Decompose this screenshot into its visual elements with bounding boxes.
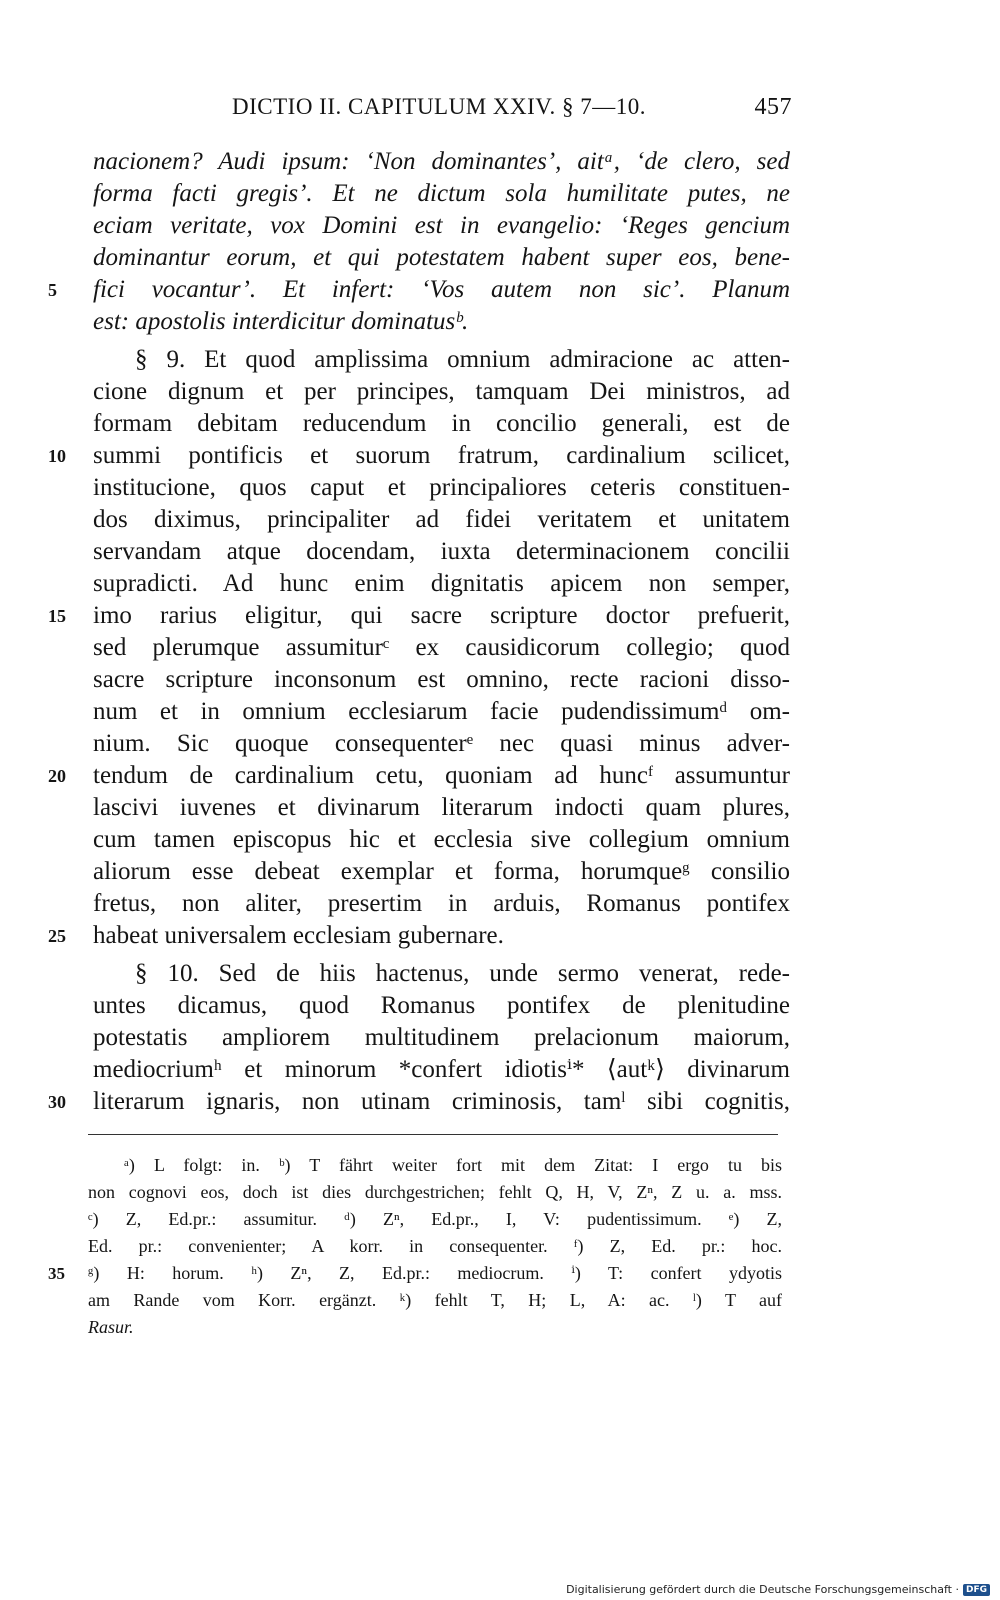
line-number: 10 bbox=[48, 446, 66, 466]
credit-text: Digitalisierung gefördert durch die Deutsche Forschungsgemeinschaft · bbox=[566, 1583, 959, 1596]
text-line: nacionem? Audi ipsum: ‘Non dominantes’, aitᵃ, ‘de clero, sed bbox=[93, 148, 790, 175]
digitization-credit bbox=[566, 1583, 990, 1596]
text-line: sed plerumque assumiturᶜ ex causidicorum collegio; quod bbox=[93, 634, 790, 661]
text-line: tendum de cardinalium cetu, quoniam ad huncᶠ assumuntur bbox=[93, 762, 790, 789]
line-number: 20 bbox=[48, 766, 66, 786]
dfg-logo: DFG bbox=[963, 1584, 990, 1596]
header-title: DICTIO II. CAPITULUM XXIV. § 7—10. bbox=[232, 94, 646, 119]
text-line: servandam atque docendam, iuxta determinacionem concilii bbox=[93, 538, 790, 565]
footnote-line: ᵃ) L folgt: in. ᵇ) T fährt weiter fort mit dem Zitat: I ergo tu bis bbox=[124, 1155, 782, 1175]
text-line: fici vocantur’. Et infert: ‘Vos autem non sic’. Planum bbox=[93, 276, 790, 303]
text-line: summi pontificis et suorum fratrum, cardinalium scilicet, bbox=[93, 442, 790, 469]
text-line: habeat universalem ecclesiam gubernare. bbox=[93, 922, 504, 949]
text-line: mediocriumʰ et minorum *confert idiotisⁱ* ⟨autᵏ⟩ divinarum bbox=[93, 1056, 790, 1083]
text-line: dos diximus, principaliter ad fidei veritatem et unitatem bbox=[93, 506, 790, 533]
footnote-line: ᶜ) Z, Ed.pr.: assumitur. ᵈ) Zⁿ, Ed.pr., I, V: pudentissimum. ᵉ) Z, bbox=[88, 1209, 782, 1229]
text-line: est: apostolis interdicitur dominatusᵇ. bbox=[93, 308, 469, 335]
text-line: aliorum esse debeat exemplar et forma, horumqueᵍ consilio bbox=[93, 858, 790, 885]
text-line: cione dignum et per principes, tamquam Dei ministros, ad bbox=[93, 378, 790, 405]
text-line: fretus, non aliter, presertim in arduis, Romanus pontifex bbox=[93, 890, 790, 917]
footnotes bbox=[88, 1152, 782, 1341]
footnote-line-number: 35 bbox=[48, 1264, 65, 1283]
paragraph-10-start: § 10. Sed de hiis hactenus, unde sermo venerat, rede- bbox=[135, 960, 790, 987]
text-line: imo rarius eligitur, qui sacre scripture doctor prefuerit, bbox=[93, 602, 790, 629]
paragraph-9-start: § 9. Et quod amplissima omnium admiracione ac atten- bbox=[135, 346, 790, 373]
text-line: forma facti gregis’. Et ne dictum sola humilitate putes, ne bbox=[93, 180, 790, 207]
footnote-line: am Rande vom Korr. ergänzt. ᵏ) fehlt T, H; L, A: ac. ˡ) T auf bbox=[88, 1290, 782, 1310]
footnote-line: Rasur. bbox=[88, 1317, 134, 1337]
main-text bbox=[93, 146, 790, 1118]
text-line: cum tamen episcopus hic et ecclesia sive collegium omnium bbox=[93, 826, 790, 853]
footnote-line: ᵍ) H: horum. ʰ) Zⁿ, Z, Ed.pr.: mediocrum. ⁱ) T: confert ydyotis bbox=[88, 1263, 782, 1283]
footnote-divider bbox=[88, 1134, 778, 1135]
line-number: 25 bbox=[48, 926, 66, 946]
text-line: nium. Sic quoque consequenterᵉ nec quasi minus adver- bbox=[93, 730, 790, 757]
text-line: untes dicamus, quod Romanus pontifex de plenitudine bbox=[93, 992, 790, 1019]
running-header bbox=[232, 94, 792, 128]
text-line: literarum ignaris, non utinam criminosis, tamˡ sibi cognitis, bbox=[93, 1088, 790, 1115]
footnote-line: Ed. pr.: convenienter; A korr. in consequenter. ᶠ) Z, Ed. pr.: hoc. bbox=[88, 1236, 782, 1256]
text-line: lascivi iuvenes et divinarum literarum indocti quam plures, bbox=[93, 794, 790, 821]
text-line: eciam veritate, vox Domini est in evangelio: ‘Reges gencium bbox=[93, 212, 790, 239]
line-number: 30 bbox=[48, 1092, 66, 1112]
line-number: 15 bbox=[48, 606, 66, 626]
text-line: supradicti. Ad hunc enim dignitatis apicem non semper, bbox=[93, 570, 790, 597]
footnote-line: non cognovi eos, doch ist dies durchgestrichen; fehlt Q, H, V, Zⁿ, Z u. a. mss. bbox=[88, 1182, 782, 1202]
text-line: potestatis ampliorem multitudinem prelacionum maiorum, bbox=[93, 1024, 790, 1051]
text-line: num et in omnium ecclesiarum facie pudendissimumᵈ om- bbox=[93, 698, 790, 725]
text-line: institucione, quos caput et principaliores ceteris constituen- bbox=[93, 474, 790, 501]
text-line: formam debitam reducendum in concilio generali, est de bbox=[93, 410, 790, 437]
page-number: 457 bbox=[754, 94, 792, 120]
text-line: dominantur eorum, et qui potestatem habent super eos, bene- bbox=[93, 244, 790, 271]
text-line: sacre scripture inconsonum est omnino, recte racioni disso- bbox=[93, 666, 790, 693]
line-number: 5 bbox=[48, 280, 57, 300]
